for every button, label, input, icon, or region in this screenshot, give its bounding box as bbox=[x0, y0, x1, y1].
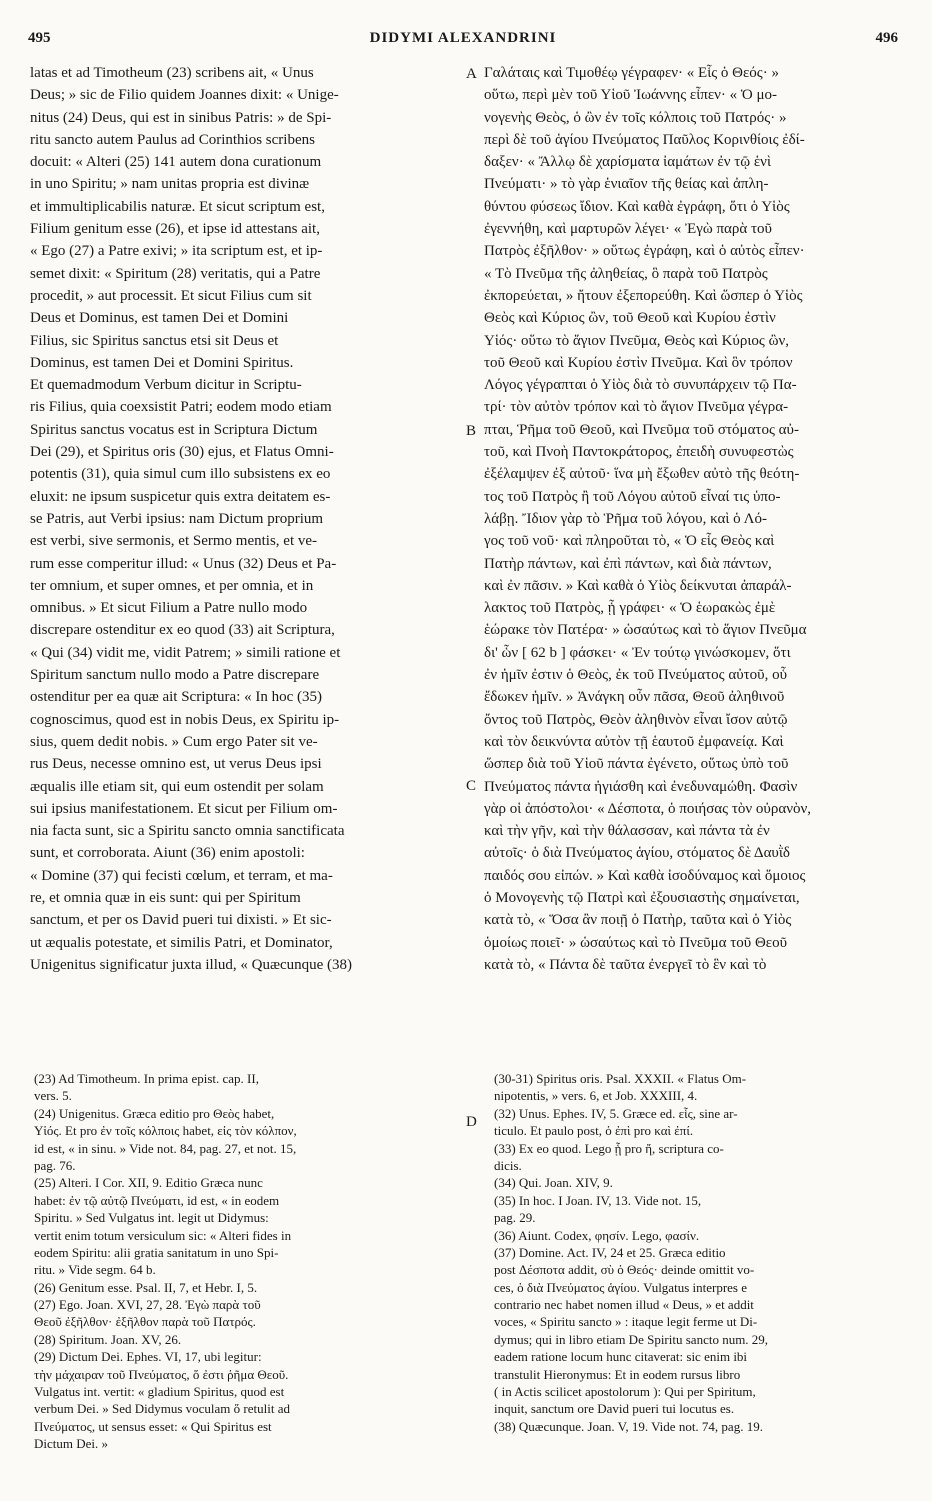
latin-text-line: Deus; » sic de Filio quidem Joannes dixit: « Unige- bbox=[30, 87, 339, 104]
latin-text-line: procedit, » aut processit. Et sicut Filius cum sit bbox=[30, 287, 312, 304]
page-number-left: 495 bbox=[28, 30, 51, 46]
footnote-line: (25) Alteri. I Cor. XII, 9. Editio Græca nunc bbox=[34, 1175, 263, 1191]
greek-text-line: ἐν ἡμῖν ἐστιν ὁ Θεὸς, ἐκ τοῦ Πνεύματος αὐτοῦ, οὗ bbox=[484, 667, 788, 684]
latin-text-line: Spiritum sanctum nullo modo a Patre discrepare bbox=[30, 667, 320, 684]
margin-marker-d: D bbox=[466, 1114, 477, 1130]
greek-text-line: Υἱός· οὕτω τὸ ἅγιον Πνεῦμα, Θεὸς καὶ Κύριος ὢν, bbox=[484, 332, 789, 349]
latin-text-line: re, et omnia quæ in eis sunt: qui per Spiritum bbox=[30, 889, 301, 906]
greek-text-line: λάβῃ. Ἴδιον γὰρ τὸ Ῥῆμα τοῦ λόγου, καὶ ὁ Λό- bbox=[484, 510, 767, 527]
greek-text-line: κατὰ τὸ, « Πάντα δὲ ταῦτα ἐνεργεῖ τὸ ἓν καὶ τὸ bbox=[484, 956, 767, 973]
latin-text-line: ter omnium, et super omnes, et per omnia, et in bbox=[30, 577, 314, 594]
greek-text-line: τοῦ Θεοῦ καὶ Κυρίου ἐστὶν Πνεῦμα. Καὶ ὃν τρόπον bbox=[484, 354, 793, 371]
latin-text-line: nitus (24) Deus, qui est in sinibus Patris: » de Spi- bbox=[30, 109, 332, 126]
greek-text-line: λακτος τοῦ Πατρὸς, ᾗ γράφει· « Ὁ ἑωρακὼς ἐμὲ bbox=[484, 600, 776, 617]
latin-text-line: ostenditur per ea quæ ait Scriptura: « In hoc (35) bbox=[30, 689, 323, 706]
greek-text-line: Πατὴρ πάντων, καὶ ἐπὶ πάντων, καὶ διὰ πάντων, bbox=[484, 555, 772, 572]
footnote-line: contrario nec habet nomen illud « Deus, » et addit bbox=[494, 1297, 754, 1313]
latin-text-line: Et quemadmodum Verbum dicitur in Scriptu- bbox=[30, 377, 302, 394]
latin-text-line: « Qui (34) vidit me, vidit Patrem; » simili ratione et bbox=[30, 644, 341, 661]
footnote-line: ritu. » Vide segm. 64 b. bbox=[34, 1262, 156, 1278]
page-header bbox=[28, 30, 898, 54]
latin-text-line: et immultiplicabilis naturæ. Et sicut scriptum est, bbox=[30, 198, 325, 215]
latin-text-line: rum esse comperitur illud: « Unus (32) Deus et Pa- bbox=[30, 555, 337, 572]
latin-text-line: rus Deus, necesse omnino est, ut verus Deus ipsi bbox=[30, 756, 322, 773]
greek-text-line: Πατρὸς ἐξῆλθον· » οὕτως ἐγράφη, καὶ ὁ αὐτὸς εἶπεν· bbox=[484, 243, 805, 260]
running-title: DIDYMI ALEXANDRINI bbox=[369, 30, 557, 46]
greek-text-line: γος τοῦ νοῦ· καὶ πληροῦται τὸ, « Ὁ εἷς Θεὸς καὶ bbox=[484, 533, 775, 550]
greek-text-line: Θεὸς καὶ Κύριος ὢν, τοῦ Θεοῦ καὶ Κυρίου ἐστὶν bbox=[484, 310, 776, 327]
footnote-line: (30-31) Spiritus oris. Psal. XXXII. « Flatus Om- bbox=[494, 1071, 747, 1086]
latin-text-line: sius, quem dedit nobis. » Cum ergo Pater sit ve- bbox=[30, 733, 318, 750]
footnote-line: (34) Qui. Joan. XIV, 9. bbox=[494, 1175, 613, 1191]
greek-text-line: ἐκπορεύεται, » ἤτουν ἐξεπορεύθη. Καὶ ὥσπερ ὁ Υἱὸς bbox=[484, 287, 803, 304]
greek-text-line: Λόγος γέγραπται ὁ Υἱὸς διὰ τὸ συνυπάρχειν τῷ Πα- bbox=[484, 377, 797, 394]
footnote-line: (27) Ego. Joan. XVI, 27, 28. Ἐγὼ παρὰ τοῦ bbox=[34, 1297, 261, 1313]
footnote-line: vers. 5. bbox=[34, 1088, 72, 1104]
footnote-line: dymus; qui in libro etiam De Spiritu sancto num. 29, bbox=[494, 1331, 769, 1347]
footnotes-left bbox=[34, 1070, 454, 1453]
footnote-line: (32) Unus. Ephes. IV, 5. Græce ed. εἷς, sine ar- bbox=[494, 1105, 738, 1121]
greek-text-line: ἑώρακε τὸν Πατέρα· » ὡσαύτως καὶ τὸ ἅγιον Πνεῦμα bbox=[484, 622, 807, 639]
latin-text-line: in uno Spiritu; » nam unitas propria est divinæ bbox=[30, 176, 310, 193]
footnote-line: voces, « Spiritu sancto » : itaque legit ferme ut Di- bbox=[494, 1314, 758, 1330]
footnote-line: (23) Ad Timotheum. In prima epist. cap. II, bbox=[34, 1071, 259, 1086]
greek-text-line: περὶ δὲ τοῦ ἁγίου Πνεύματος Παῦλος Κορινθίοις ἐδί- bbox=[484, 131, 805, 148]
latin-text-line: semet dixit: « Spiritum (28) veritatis, qui a Patre bbox=[30, 265, 321, 282]
footnote-line: pag. 76. bbox=[34, 1157, 76, 1173]
greek-text-line: παιδός σου εἰπών. » Καὶ καθὰ ἰσοδύναμος καὶ ὅμοιος bbox=[484, 867, 806, 884]
greek-text-line: Πνεύματι· » τὸ γὰρ ἑνιαῖον τῆς θείας καὶ ἀπλη- bbox=[484, 176, 769, 193]
latin-text-line: sui ipsius manifestationem. Et sicut per Filium om- bbox=[30, 800, 338, 817]
latin-text-line: docuit: « Alteri (25) 141 autem dona curationum bbox=[30, 154, 322, 171]
latin-text-line: Unigenitus significatur juxta illud, « Quæcunque (38) bbox=[30, 956, 353, 973]
footnote-line: (38) Quæcunque. Joan. V, 19. Vide not. 74, pag. 19. bbox=[494, 1418, 763, 1434]
footnote-line: Θεοῦ ἐξῆλθον· ἐξῆλθον παρὰ τοῦ Πατρός. bbox=[34, 1314, 256, 1330]
footnote-line: Dictum Dei. » bbox=[34, 1436, 109, 1452]
greek-text-line: δι' ὧν [ 62 b ] φάσκει· « Ἐν τούτῳ γινώσκομεν, ὅτι bbox=[484, 644, 791, 661]
latin-text-line: ut æqualis potestate, et similis Patri, et Dominator, bbox=[30, 934, 333, 951]
latin-text-line: Filium genitum esse (26), et ipse id attestans ait, bbox=[30, 221, 320, 238]
latin-text-line: nia facta sunt, sic a Spiritu sancto omnia sanctificata bbox=[30, 823, 345, 840]
latin-text-line: sanctum, et per os David pueri tui dixisti. » Et sic- bbox=[30, 912, 332, 929]
latin-text-line: latas et ad Timotheum (23) scribens ait, « Unus bbox=[30, 65, 314, 81]
latin-text-line: « Ego (27) a Patre exivi; » ita scriptum est, et ip- bbox=[30, 243, 323, 260]
latin-text-line: omnibus. » Et sicut Filium a Patre nullo modo bbox=[30, 600, 308, 617]
greek-text-line: γὰρ οἱ ἀπόστολοι· « Δέσποτα, ὁ ποιήσας τὸν οὐρανὸν, bbox=[484, 800, 812, 817]
greek-text-line: κατὰ τὸ, « Ὅσα ἂν ποιῇ ὁ Πατὴρ, ταῦτα καὶ ὁ Υἱὸς bbox=[484, 912, 792, 929]
footnote-line: nipotentis, » vers. 6, et Job. XXXIII, 4. bbox=[494, 1088, 698, 1104]
footnote-line: transtulit Hieronymus: Et in eodem rursus libro bbox=[494, 1366, 741, 1382]
footnote-line: post Δέσποτα addit, σὺ ὁ Θεός· deinde omittit vo- bbox=[494, 1262, 755, 1278]
greek-text-line: πται, Ῥῆμα τοῦ Θεοῦ, καὶ Πνεῦμα τοῦ στόματος αὐ- bbox=[484, 421, 799, 438]
latin-text-line: Deus et Dominus, est tamen Dei et Domini bbox=[30, 310, 289, 327]
greek-text-line: αὐτοῖς· ὁ διὰ Πνεύματος ἁγίου, στόματος δὲ Δαυῒδ bbox=[484, 845, 790, 862]
footnote-line: τὴν μάχαιραν τοῦ Πνεύματος, ὅ ἐστι ῥῆμα Θεοῦ. bbox=[34, 1366, 289, 1382]
latin-text-line: cognoscimus, quod est in nobis Deus, ex Spiritu ip- bbox=[30, 711, 340, 728]
latin-text-line: eluxit: ne ipsum suspicetur quis extra deitatem es- bbox=[30, 488, 331, 505]
footnote-line: Πνεύματος, ut sensus esset: « Qui Spiritus est bbox=[34, 1418, 272, 1434]
latin-text-line: potentis (31), quia simul cum illo subsistens ex eo bbox=[30, 466, 331, 483]
footnotes-right bbox=[494, 1070, 904, 1435]
greek-text-line: καὶ τὴν γῆν, καὶ τὴν θάλασσαν, καὶ πάντα τὰ ἐν bbox=[484, 823, 770, 840]
greek-text-line: καὶ τὸν δεικνύντα αὐτὸν τῇ ἑαυτοῦ ἐμφανείᾳ. Καὶ bbox=[484, 733, 784, 750]
footnote-line: inquit, sanctum ore David pueri tui locutus es. bbox=[494, 1401, 735, 1417]
footnote-line: vertit enim totum versiculum sic: « Alteri fides in bbox=[34, 1227, 292, 1243]
footnote-line: ( in Actis scilicet apostolorum ): Qui per Spiritum, bbox=[494, 1384, 756, 1400]
footnote-line: (28) Spiritum. Joan. XV, 26. bbox=[34, 1331, 182, 1347]
latin-text-line: « Domine (37) qui fecisti cœlum, et terram, et ma- bbox=[30, 867, 333, 884]
greek-text-line: οὕτω, περὶ μὲν τοῦ Υἱοῦ Ἰωάννης εἶπεν· « Ὁ μο- bbox=[484, 87, 778, 104]
footnote-line: ces, ὁ διὰ Πνεύματος ἁγίου. Vulgatus interpres e bbox=[494, 1279, 747, 1295]
footnote-line: (37) Domine. Act. IV, 24 et 25. Græca editio bbox=[494, 1244, 726, 1260]
greek-text-line: « Τὸ Πνεῦμα τῆς ἀληθείας, ὃ παρὰ τοῦ Πατρὸς bbox=[484, 265, 768, 282]
latin-text-line: discrepare ostenditur ex eo quod (33) ait Scriptura, bbox=[30, 622, 335, 639]
greek-text-line: τοῦ, καὶ Πνοὴ Παντοκράτορος, ἐπειδὴ συνυφεστὼς bbox=[484, 444, 794, 461]
footnote-line: (26) Genitum esse. Psal. II, 7, et Hebr. I, 5. bbox=[34, 1279, 258, 1295]
greek-text-line: ὁ Μονογενὴς τῷ Πατρὶ καὶ ἐξουσιαστὴς σημαίνεται, bbox=[484, 889, 800, 906]
footnote-line: dicis. bbox=[494, 1157, 522, 1173]
footnote-line: Spiritu. » Sed Vulgatus int. legit ut Didymus: bbox=[34, 1210, 269, 1226]
greek-text-line: καὶ ἐν πᾶσιν. » Καὶ καθὰ ὁ Υἱὸς δείκνυται ἀπαράλ- bbox=[484, 577, 792, 594]
greek-text-line: ὄντος τοῦ Πατρὸς, Θεὸν ἀληθινὸν εἶναι ἴσον αὐτῷ bbox=[484, 711, 788, 728]
latin-text-line: se Patris, aut Verbi ipsius: nam Dictum proprium bbox=[30, 510, 324, 527]
margin-marker-b: B bbox=[466, 423, 477, 439]
greek-text-line: νογενὴς Θεὸς, ὁ ὢν ἐν τοῖς κόλποις τοῦ Πατρός· » bbox=[484, 109, 787, 126]
greek-text-line: τρί· τὸν αὐτὸν τρόπον καὶ τὸ ἅγιον Πνεῦμα γέγρα- bbox=[484, 399, 789, 416]
greek-text-line: δαξεν· « Ἄλλῳ δὲ χαρίσματα ἰαμάτων ἐν τῷ ἑνὶ bbox=[484, 154, 771, 171]
footnote-line: (24) Unigenitus. Græca editio pro Θεὸς habet, bbox=[34, 1105, 275, 1121]
greek-column bbox=[484, 62, 900, 976]
latin-text-line: ris Filius, quia coexsistit Patri; eodem modo etiam bbox=[30, 399, 332, 416]
footnote-line: (35) In hoc. I Joan. IV, 13. Vide not. 15, bbox=[494, 1192, 702, 1208]
latin-text-line: sunt, et corroborata. Aiunt (36) enim apostoli: bbox=[30, 845, 305, 862]
footnote-line: id est, « in sinu. » Vide not. 84, pag. 27, et not. 15, bbox=[34, 1140, 297, 1156]
greek-text-line: ὁμοίως ποιεῖ· » ὡσαύτως καὶ τὸ Πνεῦμα τοῦ Θεοῦ bbox=[484, 934, 788, 951]
latin-text-line: Filius, sic Spiritus sanctus etsi sit Deus et bbox=[30, 332, 279, 349]
footnote-line: pag. 29. bbox=[494, 1210, 536, 1226]
footnote-line: (33) Ex eo quod. Lego ᾗ pro ἤ, scriptura co- bbox=[494, 1140, 724, 1156]
latin-text-line: Dominus, est tamen Dei et Domini Spiritus. bbox=[30, 354, 294, 371]
greek-text-line: τος τοῦ Πατρὸς ἢ τοῦ Λόγου αὐτοῦ εἶναί τις ὑπο- bbox=[484, 488, 781, 505]
latin-text-line: Spiritus sanctus vocatus est in Scriptura Dictum bbox=[30, 421, 318, 438]
margin-marker-c: C bbox=[466, 778, 477, 794]
footnote-line: Υἱός. Et pro ἐν τοῖς κόλποις habet, εἰς τὸν κόλπον, bbox=[34, 1123, 297, 1139]
greek-text-line: θύντου φύσεως ἴδιον. Καὶ καθὰ ἐγράφη, ὅτι ὁ Υἱὸς bbox=[484, 198, 790, 215]
footnote-line: habet: ἐν τῷ αὐτῷ Πνεύματι, id est, « in eodem bbox=[34, 1192, 280, 1208]
latin-column bbox=[30, 62, 448, 976]
greek-text-line: ἐγεννήθη, καὶ μαρτυρῶν λέγει· « Ἐγὼ παρὰ τοῦ bbox=[484, 221, 772, 238]
footnote-line: ticulo. Et paulo post, ὁ ἐπὶ pro καὶ ἐπί. bbox=[494, 1123, 694, 1139]
page-number-right: 496 bbox=[875, 30, 898, 46]
latin-text-line: est verbi, sive sermonis, et Sermo mentis, et ve- bbox=[30, 533, 318, 550]
latin-text-line: ritu sancto autem Paulus ad Corinthios scribens bbox=[30, 131, 315, 148]
footnote-line: eadem ratione locum hunc citaverat: sic enim ibi bbox=[494, 1349, 748, 1365]
greek-text-line: ὥσπερ διὰ τοῦ Υἱοῦ πάντα ἐγένετο, οὕτως ὑπὸ τοῦ bbox=[484, 756, 789, 773]
greek-text-line: ἔδωκεν ἡμῖν. » Ἀνάγκη οὖν πᾶσα, Θεοῦ ἀληθινοῦ bbox=[484, 689, 785, 706]
footnote-line: eodem Spiritu: alii gratia sanitatum in uno Spi- bbox=[34, 1244, 279, 1260]
greek-text-line: ἐξέλαμψεν ἐξ αὐτοῦ· ἵνα μὴ ἔξωθεν αὐτὸ τῆς θεότη- bbox=[484, 466, 800, 483]
footnote-line: Vulgatus int. vertit: « gladium Spiritus, quod est bbox=[34, 1384, 285, 1400]
margin-marker-a: A bbox=[466, 66, 477, 82]
greek-text-line: Γαλάταις καὶ Τιμοθέῳ γέγραφεν· « Εἷς ὁ Θεός· » bbox=[484, 65, 779, 81]
greek-text-line: Πνεύματος πάντα ἡγιάσθη καὶ ἐνεδυναμώθη. Φασὶν bbox=[484, 778, 798, 795]
footnote-line: verbum Dei. » Sed Didymus voculam ὅ retulit ad bbox=[34, 1401, 290, 1417]
latin-text-line: æqualis ille etiam sit, qui eum ostendit per solam bbox=[30, 778, 324, 795]
footnote-line: (29) Dictum Dei. Ephes. VI, 17, ubi legitur: bbox=[34, 1349, 262, 1365]
latin-text-line: Dei (29), et Spiritus oris (30) ejus, et Flatus Omni- bbox=[30, 444, 334, 461]
footnote-line: (36) Aiunt. Codex, φησίν. Lego, φασίν. bbox=[494, 1227, 700, 1243]
